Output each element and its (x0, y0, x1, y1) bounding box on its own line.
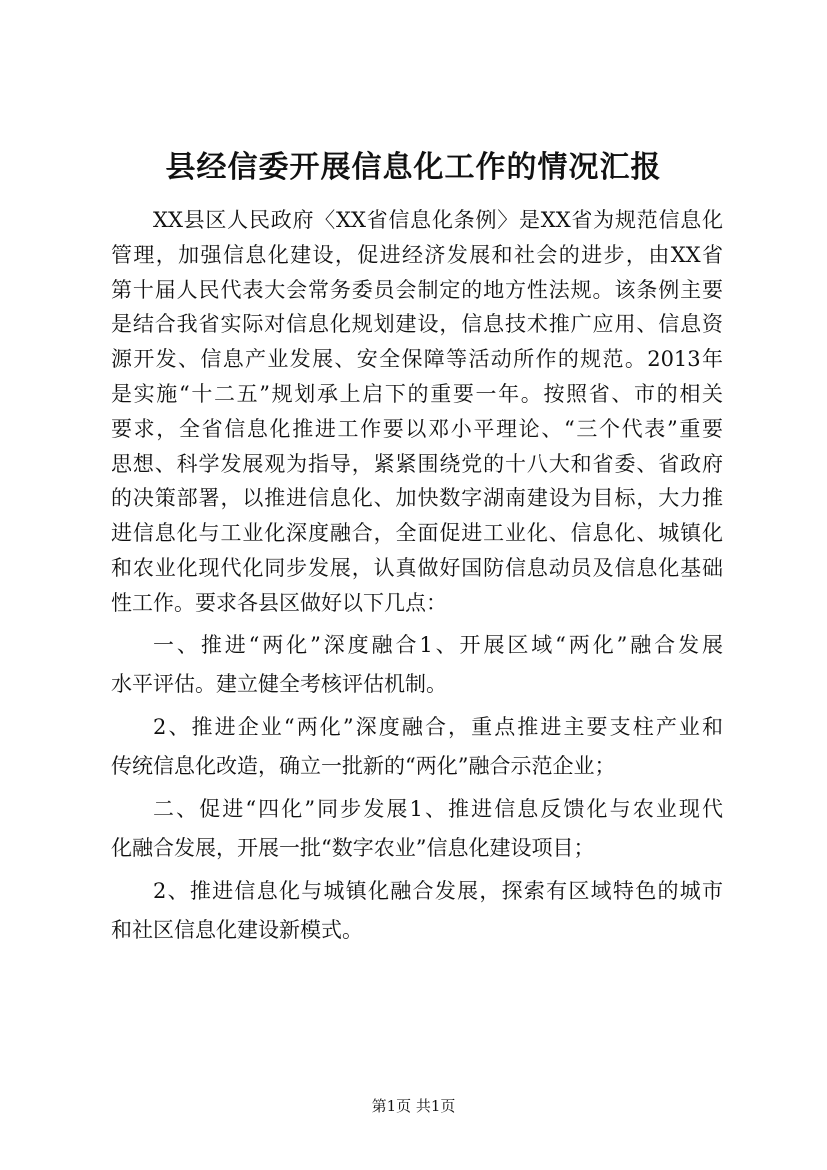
paragraph-line: 和农业化现代化同步发展，认真做好国防信息动员及信息化基础 (111, 556, 723, 580)
paragraph-line: 化融合发展，开展一批“数字农业”信息化建设项目； (111, 836, 595, 860)
list-item-line: 2、推进企业“两化”深度融合，重点推进主要支柱产业和 (153, 715, 723, 739)
paragraph-line: 是结合我省实际对信息化规划建设，信息技术推广应用、信息资 (111, 312, 723, 336)
paragraph-line: 第十届人民代表大会常务委员会制定的地方性法规。该条例主要 (111, 278, 723, 302)
paragraph-line: 是实施“十二五”规划承上启下的重要一年。按照省、市的相关 (111, 382, 723, 406)
page-number-footer: 第1页 共1页 (371, 1097, 456, 1115)
paragraph-line: 传统信息化改造，确立一批新的“两化”融合示范企业； (111, 754, 616, 778)
section-heading-line: 二、促进“四化”同步发展1、推进信息反馈化与农业现代 (153, 797, 723, 821)
section-heading-line: 一、推进“两化”深度融合1、开展区域“两化”融合发展 (153, 633, 723, 657)
paragraph-line: 进信息化与工业化深度融合，全面促进工业化、信息化、城镇化 (111, 521, 723, 545)
list-item-line: 2、推进信息化与城镇化融合发展，探索有区域特色的城市 (153, 879, 723, 903)
paragraph-line: 要求，全省信息化推进工作要以邓小平理论、“三个代表”重要 (111, 417, 723, 441)
paragraph-line: XX县区人民政府〈XX省信息化条例〉是XX省为规范信息化 (153, 208, 723, 232)
document-title: 县经信委开展信息化工作的情况汇报 (165, 150, 662, 185)
paragraph-line: 的决策部署，以推进信息化、加快数字湖南建设为目标，大力推 (111, 486, 723, 510)
paragraph-line: 水平评估。建立健全考核评估机制。 (111, 672, 447, 696)
paragraph-line: 和社区信息化建设新模式。 (111, 918, 363, 942)
paragraph-line: 源开发、信息产业发展、安全保障等活动所作的规范。2013年 (111, 347, 723, 371)
paragraph-line: 思想、科学发展观为指导，紧紧围绕党的十八大和省委、省政府 (111, 452, 723, 476)
paragraph-line: 性工作。要求各县区做好以下几点： (111, 591, 447, 615)
paragraph-line: 管理，加强信息化建设，促进经济发展和社会的进步，由XX省 (111, 243, 723, 267)
